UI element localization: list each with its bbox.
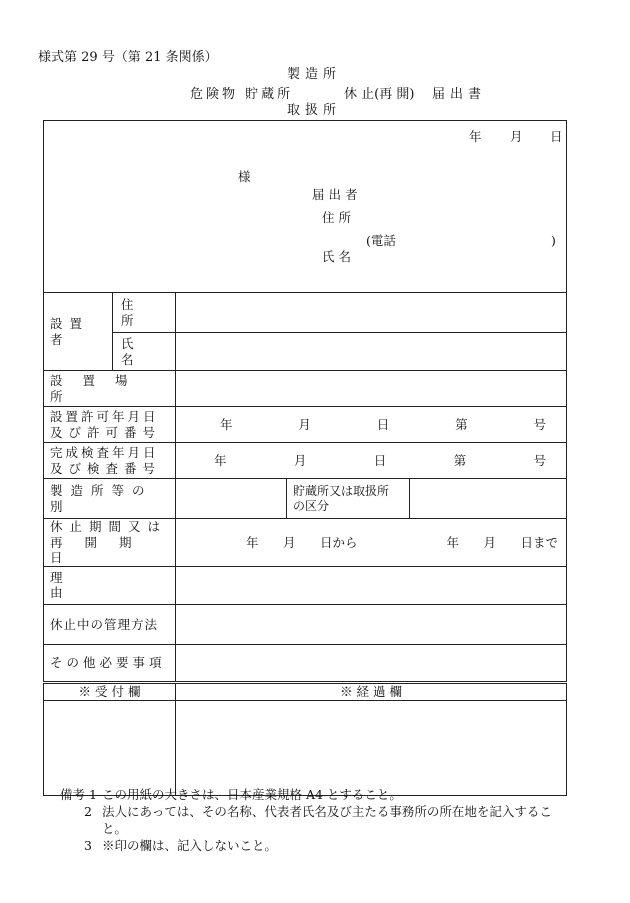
permit-month: 月 xyxy=(298,416,311,432)
installer-label: 設置者 xyxy=(50,315,90,347)
reason-label-cell xyxy=(44,566,176,604)
reception-label: ※ 受 付 欄 xyxy=(78,684,141,700)
inspection-dai: 第 xyxy=(453,452,467,468)
management-value[interactable] xyxy=(176,604,567,644)
header-row xyxy=(44,121,567,293)
period-to-month: 月 xyxy=(483,534,496,550)
facility-type-label: 製造所等の別 xyxy=(50,482,153,514)
period-from-day: 日から xyxy=(320,534,358,550)
note-1-key: 備考 1 xyxy=(60,787,97,802)
permit-label-cell xyxy=(44,407,176,443)
inspection-month: 月 xyxy=(293,452,307,468)
storage-class-label-l2: の区分 xyxy=(293,498,330,513)
inspection-label-cell xyxy=(44,443,176,479)
installer-label-cell xyxy=(44,293,113,371)
header-block[interactable] xyxy=(44,121,567,293)
progress-area[interactable] xyxy=(176,700,567,795)
permit-value[interactable] xyxy=(176,407,567,443)
notifier-address-label: 住所 xyxy=(322,210,356,225)
inspection-go: 号 xyxy=(533,452,547,468)
note-2-key: 2 xyxy=(84,804,92,819)
note-3-key: 3 xyxy=(84,838,92,853)
notification-form-table xyxy=(43,120,567,796)
inspection-row xyxy=(44,443,567,479)
installer-address-value[interactable] xyxy=(176,293,567,333)
reason-label: 理由 xyxy=(50,569,156,601)
period-to-year: 年 xyxy=(446,534,459,550)
form-number: 様式第 29 号（第 21 条関係） xyxy=(38,50,218,65)
inspection-day: 日 xyxy=(373,452,387,468)
tel-label: (電話 xyxy=(366,233,396,248)
period-label-cell xyxy=(44,519,176,567)
office-use-header-row xyxy=(44,682,567,700)
management-label-cell xyxy=(44,604,176,644)
reason-value[interactable] xyxy=(176,566,567,604)
reception-area[interactable] xyxy=(44,700,176,795)
facility-type-value[interactable] xyxy=(176,479,287,519)
period-from-year: 年 xyxy=(246,534,259,550)
inspection-label-l1: 完成検査年月日 xyxy=(50,444,159,460)
office-use-row xyxy=(44,700,567,795)
installer-name-row xyxy=(44,333,567,371)
location-label: 設置場所 xyxy=(50,372,148,404)
reason-row xyxy=(44,566,567,604)
note-3-text: ※印の欄は、記入しないこと。 xyxy=(102,838,278,853)
storage-class-value[interactable] xyxy=(410,479,567,519)
installer-address-row xyxy=(44,293,567,333)
note-1 xyxy=(60,786,582,803)
other-row xyxy=(44,644,567,682)
notes xyxy=(60,786,582,854)
header-day: 日 xyxy=(550,129,563,144)
location-label-cell xyxy=(44,371,176,407)
inspection-label-l2: 及び検査番号 xyxy=(50,460,162,476)
facility-type-label-cell xyxy=(44,479,176,519)
installer-name-label-cell xyxy=(113,333,176,371)
location-row xyxy=(44,371,567,407)
storage-class-label-cell xyxy=(287,479,410,519)
note-3 xyxy=(60,837,582,854)
note-2-text: 法人にあっては、その名称、代表者氏名及び主たる事務所の所在地を記入すること。 xyxy=(102,804,552,836)
header-month: 月 xyxy=(510,129,523,144)
permit-label-l1: 設置許可年月日 xyxy=(50,408,159,424)
note-2 xyxy=(60,803,582,837)
permit-day: 日 xyxy=(376,416,390,432)
progress-header xyxy=(176,682,567,700)
period-value[interactable] xyxy=(176,519,567,567)
permit-dai: 第 xyxy=(455,416,468,432)
notifier-label: 届出者 xyxy=(312,187,362,202)
permit-label-l2: 及び許可番号 xyxy=(50,424,162,440)
facility-type-row xyxy=(44,479,567,519)
permit-row xyxy=(44,407,567,443)
recipient-sama: 様 xyxy=(238,169,251,184)
other-value[interactable] xyxy=(176,644,567,682)
tel-close: ) xyxy=(551,233,556,248)
installer-name-value[interactable] xyxy=(176,333,567,371)
permit-year: 年 xyxy=(220,416,233,432)
inspection-year: 年 xyxy=(214,452,227,468)
period-label-l2: 再開期日 xyxy=(50,534,154,566)
note-1-text: この用紙の大きさは、日本産業規格 A4 とすること。 xyxy=(102,787,402,802)
title-status: 休 止(再 開) xyxy=(344,87,415,102)
reception-header xyxy=(44,682,176,700)
period-row xyxy=(44,519,567,567)
period-from-month: 月 xyxy=(283,534,296,550)
management-row xyxy=(44,604,567,644)
installer-address-label-cell xyxy=(113,293,176,333)
other-label-cell xyxy=(44,644,176,682)
other-label: その他必要事項 xyxy=(50,655,166,671)
storage-class-label-l1: 貯蔵所又は取扱所 xyxy=(293,483,390,498)
permit-go: 号 xyxy=(533,416,547,432)
title-storage: 危険物 貯蔵所 xyxy=(190,87,294,102)
header-year: 年 xyxy=(469,129,482,144)
progress-label: ※ 経 過 欄 xyxy=(340,684,402,700)
management-label: 休止中の管理方法 xyxy=(50,616,159,632)
inspection-value[interactable] xyxy=(176,443,567,479)
installer-name-label: 氏名 xyxy=(121,335,156,367)
location-value[interactable] xyxy=(176,371,567,407)
installer-address-label: 住所 xyxy=(121,296,156,328)
period-label-l1: 休止期間又は xyxy=(50,519,168,534)
title-handling: 取扱所 xyxy=(287,103,342,118)
period-to-day: 日まで xyxy=(520,534,558,550)
notifier-name-label: 氏名 xyxy=(322,249,356,264)
title-manufacturing: 製造所 xyxy=(287,67,342,82)
title-doc-type: 届出書 xyxy=(432,87,487,102)
